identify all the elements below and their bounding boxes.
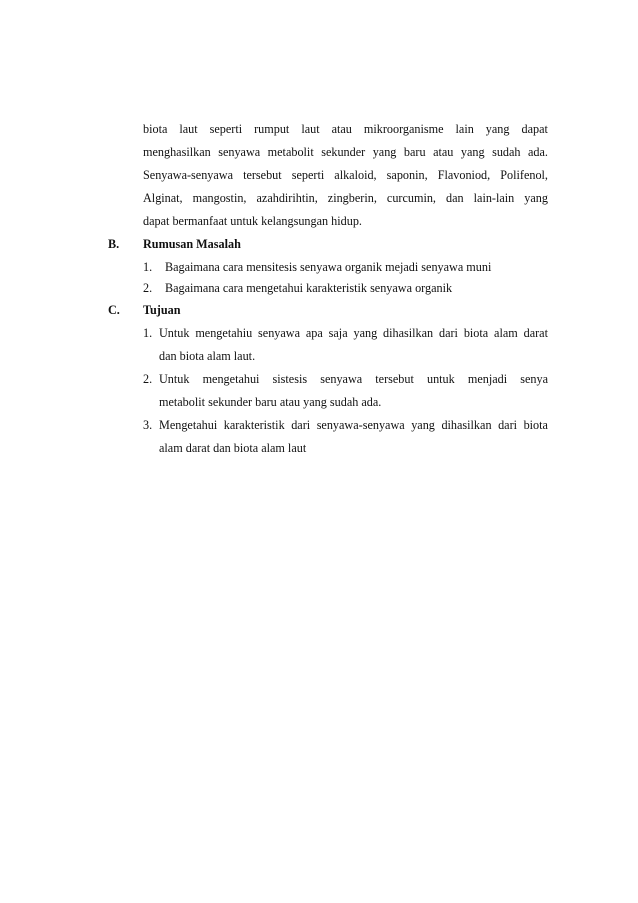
word: laut	[301, 122, 320, 136]
word: Untuk	[159, 326, 190, 340]
word: zingberin,	[327, 191, 377, 205]
section-c-item-1-number: 1.	[143, 326, 153, 340]
word: sistesis	[272, 372, 308, 386]
word: Untuk	[159, 372, 190, 386]
word: menghasilkan	[143, 145, 211, 159]
section-c-item-1-line-2: dan biota alam laut.	[159, 349, 256, 363]
word: ada.	[528, 145, 548, 159]
word: yang	[524, 191, 548, 205]
word: curcumin,	[386, 191, 436, 205]
word: Mengetahui	[159, 418, 218, 432]
section-c-item-2-line-2: metabolit sekunder baru atau yang sudah ada.	[159, 395, 382, 409]
word: atau	[433, 145, 454, 159]
word: dari	[439, 326, 458, 340]
word: seperti	[291, 168, 325, 182]
word: biota	[143, 122, 168, 136]
word: alam	[494, 326, 518, 340]
word: alkaloid,	[334, 168, 377, 182]
section-c-item-3-number: 3.	[143, 418, 153, 432]
word: biota	[523, 418, 548, 432]
word: lain	[455, 122, 474, 136]
section-b-title: Rumusan Masalah	[143, 237, 241, 251]
word: senyawa	[218, 145, 261, 159]
word: tersebut	[375, 372, 414, 386]
word: untuk	[426, 372, 455, 386]
word: dihasilkan	[441, 418, 492, 432]
intro-line-3	[143, 167, 548, 183]
word: Polifenol,	[500, 168, 548, 182]
intro-line-2	[143, 144, 548, 160]
word: biota	[463, 326, 489, 340]
word: mikroorganisme	[363, 122, 444, 136]
section-c-letter: C.	[108, 303, 120, 317]
intro-line-5: dapat bermanfaat untuk kelangsungan hidup.	[143, 214, 362, 228]
word: Senyawa-senyawa	[143, 168, 234, 182]
section-c-item-2-number: 2.	[143, 372, 153, 386]
intro-line-4	[143, 190, 548, 206]
word: sekunder	[321, 145, 366, 159]
section-b-item-2-number: 2.	[143, 281, 153, 295]
word: mengetahiu	[195, 326, 253, 340]
word: Flavoniod,	[437, 168, 491, 182]
word: apa	[305, 326, 323, 340]
word: yang	[411, 418, 435, 432]
word: mengetahui	[202, 372, 260, 386]
word: Alginat,	[143, 191, 183, 205]
word: senyawa	[258, 326, 301, 340]
word: yang	[353, 326, 378, 340]
section-b-item-1-text: Bagaimana cara mensitesis senyawa organik mejadi senyawa muni	[165, 260, 492, 274]
word: senyawa	[320, 372, 363, 386]
section-b-item-1-number: 1.	[143, 260, 153, 274]
word: darat	[523, 326, 548, 340]
word: seperti	[209, 122, 243, 136]
section-c-item-3-line-1	[159, 417, 548, 433]
word: dapat	[521, 122, 548, 136]
word: sudah	[492, 145, 521, 159]
word: baru	[403, 145, 426, 159]
word: senyawa-senyawa	[316, 418, 405, 432]
word: dihasilkan	[383, 326, 434, 340]
word: atau	[331, 122, 352, 136]
intro-line-1	[143, 121, 548, 137]
word: lain-lain	[473, 191, 515, 205]
word: mangostin,	[192, 191, 247, 205]
word: yang	[460, 145, 485, 159]
word: rumput	[254, 122, 290, 136]
word: tersebut	[243, 168, 282, 182]
section-c-item-2-line-1	[159, 371, 548, 387]
word: dari	[498, 418, 518, 432]
section-c-item-1-line-1	[159, 325, 548, 341]
section-b-letter: B.	[108, 237, 120, 251]
section-c-title: Tujuan	[143, 303, 181, 317]
word: menjadi	[467, 372, 508, 386]
word: dan	[446, 191, 464, 205]
word: metabolit	[267, 145, 314, 159]
word: yang	[485, 122, 510, 136]
word: yang	[372, 145, 397, 159]
word: saja	[328, 326, 348, 340]
word: laut	[179, 122, 198, 136]
word: saponin,	[386, 168, 428, 182]
word: azahdirihtin,	[256, 191, 318, 205]
section-c-item-3-line-2: alam darat dan biota alam laut	[159, 441, 307, 455]
word: dari	[291, 418, 311, 432]
word: karakteristik	[223, 418, 285, 432]
section-b-item-2-text: Bagaimana cara mengetahui karakteristik senyawa organik	[165, 281, 453, 295]
word: senya	[520, 372, 548, 386]
